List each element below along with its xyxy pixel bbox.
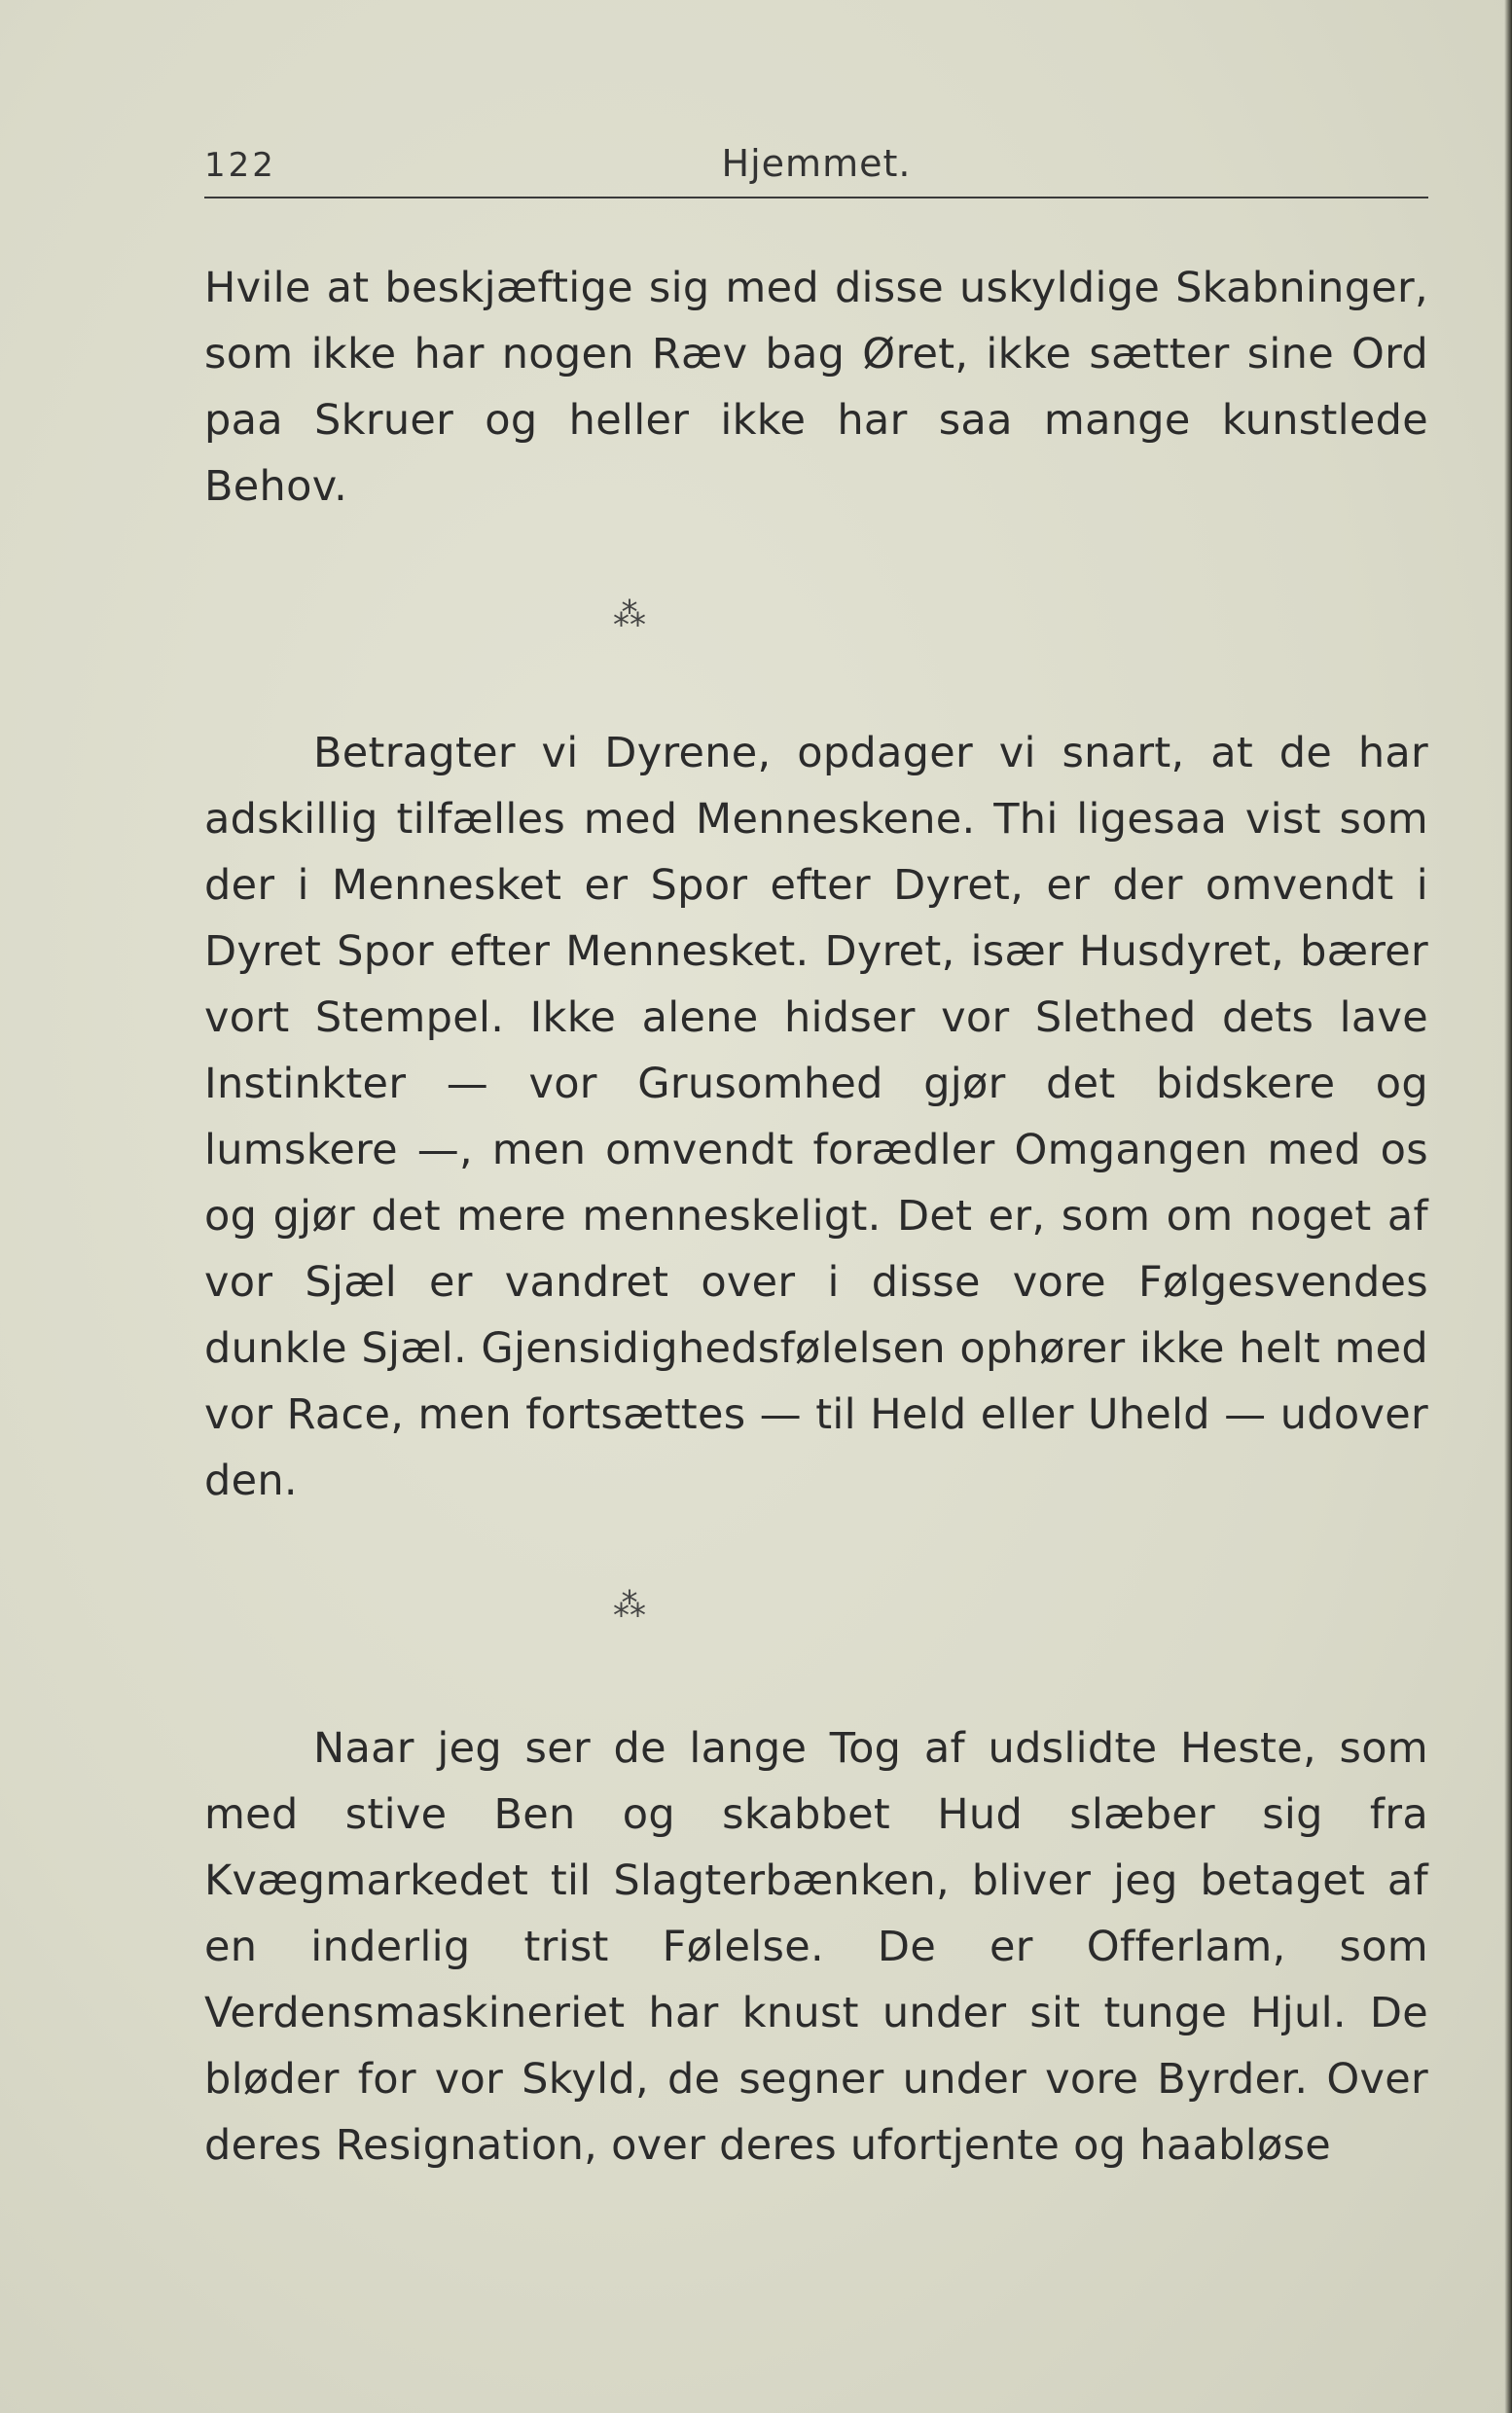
paragraph-3: Naar jeg ser de lange Tog af udslidte Heste, som med stive Ben og skabbet Hud slæber sig fra Kvægmarkedet til Slagterbænken, bliver jeg betaget af en inderlig trist Følelse. De er Offerlam, som Verdensmaskineriet har knust under sit tunge Hjul. De bløder for vor Skyld, de segner under vore Byrder. Over deres Resignation, over deres ufortjente og haabløse (204, 1724, 1428, 2170)
paragraph-2: Betragter vi Dyrene, opdager vi snart, at de har adskillig tilfælles med Menneskene. Thi ligesaa vist som der i Mennesket er Spor efter Dyret, er der omvendt i Dyret Spor efter Mennesket. Dyret, især Husdyret, bærer vort Stempel. Ikke alene hidser vor Slethed dets lave Instinkter — vor Grusomhed gjør det bidskere og lumskere —, men omvendt forædler Omgangen med os og gjør det mere menneskeligt. Det er, som om noget af vor Sjæl er vandret over i disse vore Følgesvendes dunkle Sjæl. Gjensidighedsfølelsen ophører ikke helt med vor Race, men fortsættes — til Held eller Uheld — udover den. (204, 729, 1428, 1505)
section-separator-2: ⁂ (613, 1586, 646, 1625)
paragraph-1: Hvile at beskjæftige sig med disse uskyldige Skabninger, som ikke har nogen Ræv bag Øret, ikke sætter sine Ord paa Skruer og heller ikke har saa mange kunstlede Behov. (204, 264, 1428, 511)
section-separator-1: ⁂ (613, 595, 646, 634)
paragraph-2-block (204, 720, 1428, 1514)
running-head: Hjemmet. (721, 142, 912, 185)
page-number: 122 (204, 146, 276, 185)
page-edge (1504, 0, 1512, 2413)
paragraph-1-block (204, 255, 1428, 520)
page-header (204, 136, 1428, 198)
paragraph-3-block (204, 1715, 1428, 2179)
